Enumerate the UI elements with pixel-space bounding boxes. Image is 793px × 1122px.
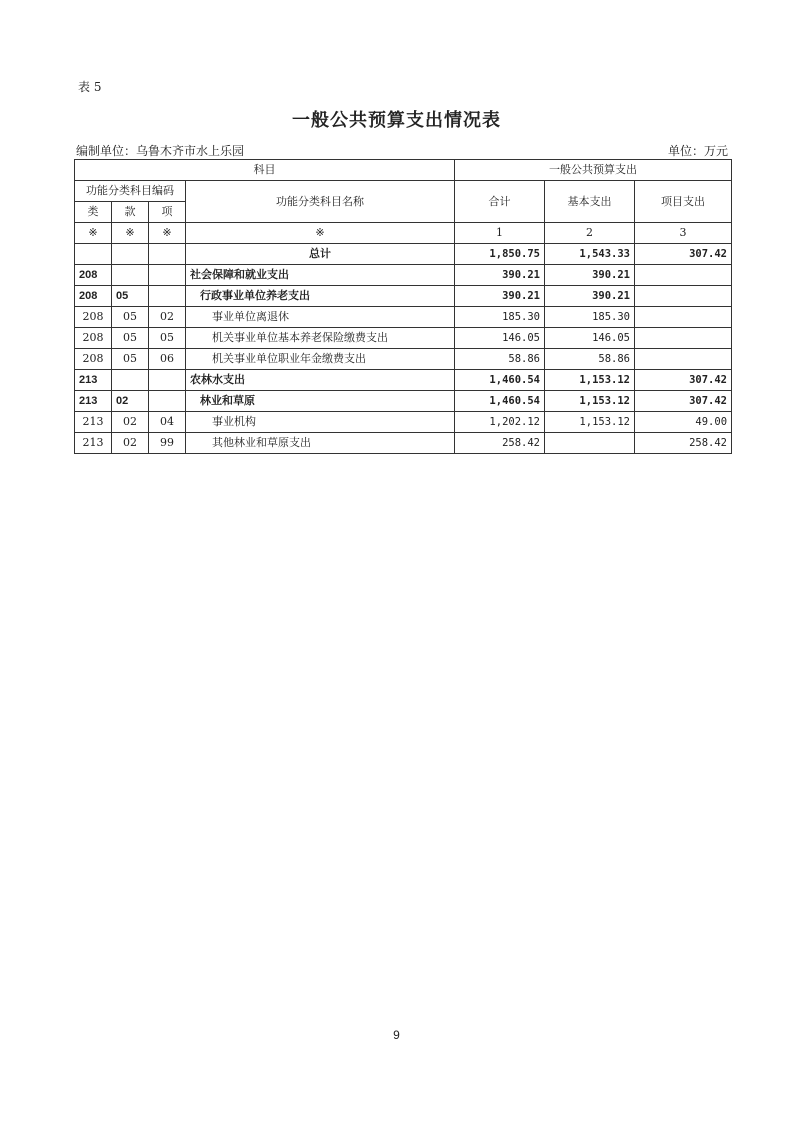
marker-lei: ※ — [75, 223, 112, 244]
cell-basic — [545, 433, 635, 454]
cell-kuan: 05 — [112, 349, 149, 370]
cell-name: 事业机构 — [186, 412, 455, 433]
total-basic: 1,543.33 — [545, 244, 635, 265]
cell-xiang: 04 — [149, 412, 186, 433]
cell-lei: 208 — [75, 286, 112, 307]
cell-project — [635, 307, 732, 328]
cell-lei: 208 — [75, 307, 112, 328]
cell-xiang: 99 — [149, 433, 186, 454]
cell-xiang — [149, 370, 186, 391]
cell-xiang — [149, 286, 186, 307]
org-label: 编制单位：乌鲁木齐市水上乐园 — [76, 144, 245, 158]
cell-lei: 213 — [75, 412, 112, 433]
header-xiang: 项 — [149, 202, 186, 223]
total-blank — [75, 244, 112, 265]
cell-name: 林业和草原 — [186, 391, 455, 412]
col-index-2: 2 — [545, 223, 635, 244]
header-code-group: 功能分类科目编码 — [75, 181, 186, 202]
cell-kuan: 02 — [112, 412, 149, 433]
cell-total: 258.42 — [455, 433, 545, 454]
table-row — [75, 391, 732, 412]
cell-basic: 1,153.12 — [545, 391, 635, 412]
cell-name: 其他林业和草原支出 — [186, 433, 455, 454]
cell-project: 49.00 — [635, 412, 732, 433]
table-body — [75, 265, 732, 454]
cell-lei: 208 — [75, 328, 112, 349]
total-sum: 1,850.75 — [455, 244, 545, 265]
cell-xiang — [149, 265, 186, 286]
header-subject: 科目 — [75, 160, 455, 181]
cell-lei: 208 — [75, 349, 112, 370]
total-label: 总计 — [186, 244, 455, 265]
cell-project — [635, 328, 732, 349]
total-project: 307.42 — [635, 244, 732, 265]
cell-basic: 146.05 — [545, 328, 635, 349]
cell-total: 1,460.54 — [455, 391, 545, 412]
cell-xiang — [149, 391, 186, 412]
table-header — [75, 160, 732, 265]
col-index-3: 3 — [635, 223, 732, 244]
cell-project — [635, 349, 732, 370]
cell-basic: 185.30 — [545, 307, 635, 328]
cell-name: 机关事业单位职业年金缴费支出 — [186, 349, 455, 370]
cell-xiang: 06 — [149, 349, 186, 370]
header-lei: 类 — [75, 202, 112, 223]
cell-name: 社会保障和就业支出 — [186, 265, 455, 286]
cell-lei: 213 — [75, 433, 112, 454]
table-row — [75, 412, 732, 433]
table-row — [75, 307, 732, 328]
cell-name: 农林水支出 — [186, 370, 455, 391]
header-kuan: 款 — [112, 202, 149, 223]
cell-kuan: 02 — [112, 391, 149, 412]
total-blank — [112, 244, 149, 265]
cell-xiang: 05 — [149, 328, 186, 349]
cell-kuan: 05 — [112, 328, 149, 349]
cell-project — [635, 265, 732, 286]
table-row — [75, 433, 732, 454]
cell-basic: 58.86 — [545, 349, 635, 370]
header-name: 功能分类科目名称 — [186, 181, 455, 223]
cell-kuan: 05 — [112, 286, 149, 307]
cell-total: 390.21 — [455, 265, 545, 286]
table-row — [75, 349, 732, 370]
cell-total: 146.05 — [455, 328, 545, 349]
cell-kuan: 02 — [112, 433, 149, 454]
cell-basic: 390.21 — [545, 286, 635, 307]
cell-project: 258.42 — [635, 433, 732, 454]
header-total: 合计 — [455, 181, 545, 223]
budget-table — [74, 159, 732, 454]
cell-basic: 1,153.12 — [545, 370, 635, 391]
cell-kuan — [112, 370, 149, 391]
cell-name: 行政事业单位养老支出 — [186, 286, 455, 307]
cell-lei: 213 — [75, 391, 112, 412]
total-blank — [149, 244, 186, 265]
table-row — [75, 370, 732, 391]
cell-project: 307.42 — [635, 370, 732, 391]
cell-kuan: 05 — [112, 307, 149, 328]
table-row — [75, 286, 732, 307]
cell-total: 185.30 — [455, 307, 545, 328]
cell-name: 事业单位离退休 — [186, 307, 455, 328]
col-index-1: 1 — [455, 223, 545, 244]
page-title: 一般公共预算支出情况表 — [292, 110, 501, 131]
table-row — [75, 265, 732, 286]
cell-project: 307.42 — [635, 391, 732, 412]
cell-lei: 208 — [75, 265, 112, 286]
page-number: 9 — [393, 1028, 400, 1042]
cell-total: 58.86 — [455, 349, 545, 370]
unit-label: 单位：万元 — [667, 144, 728, 158]
cell-basic: 390.21 — [545, 265, 635, 286]
cell-total: 1,460.54 — [455, 370, 545, 391]
table-number: 表 5 — [78, 80, 102, 94]
cell-basic: 1,153.12 — [545, 412, 635, 433]
marker-kuan: ※ — [112, 223, 149, 244]
cell-lei: 213 — [75, 370, 112, 391]
table-row — [75, 328, 732, 349]
cell-total: 1,202.12 — [455, 412, 545, 433]
cell-total: 390.21 — [455, 286, 545, 307]
header-project: 项目支出 — [635, 181, 732, 223]
cell-xiang: 02 — [149, 307, 186, 328]
cell-project — [635, 286, 732, 307]
marker-xiang: ※ — [149, 223, 186, 244]
cell-name: 机关事业单位基本养老保险缴费支出 — [186, 328, 455, 349]
header-basic: 基本支出 — [545, 181, 635, 223]
marker-name: ※ — [186, 223, 455, 244]
cell-kuan — [112, 265, 149, 286]
header-expenditure: 一般公共预算支出 — [455, 160, 732, 181]
